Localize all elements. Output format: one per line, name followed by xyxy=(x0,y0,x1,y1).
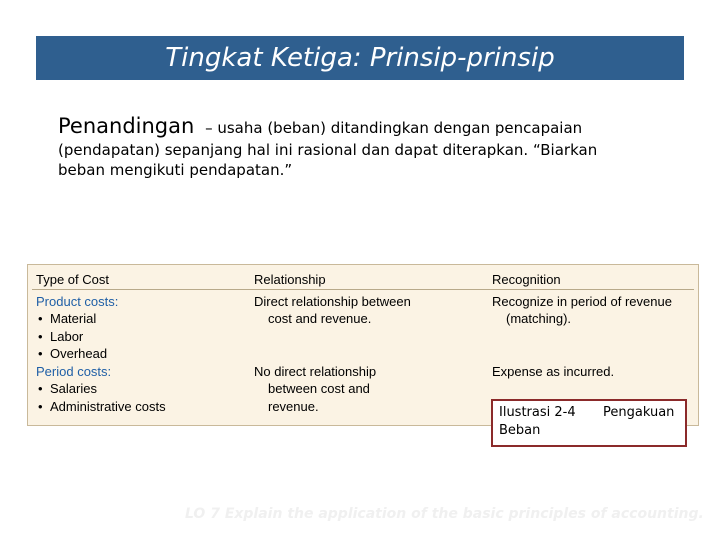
learning-objective-footer: LO 7 Explain the application of the basic principles of accounting. xyxy=(185,506,704,522)
product-recognition-line: (matching). xyxy=(506,311,572,326)
list-item: • Administrative costs xyxy=(36,398,246,416)
list-item: • Overhead xyxy=(36,345,246,363)
period-costs-label: Period costs: xyxy=(36,363,112,379)
definition-line-1: – usaha (beban) ditandingkan dengan pencapaian xyxy=(200,119,583,137)
illustration-caption xyxy=(491,399,687,447)
header-relationship: Relationship xyxy=(254,272,326,287)
definition-line-2: (pendapatan) sepanjang hal ini rasional dan dapat diterapkan. “Biarkan xyxy=(58,141,598,159)
product-costs-label: Product costs: xyxy=(36,293,119,309)
period-relationship-line: between cost and xyxy=(268,381,370,396)
column-relationship xyxy=(254,271,484,415)
definition-line-3: beban mengikuti pendapatan.” xyxy=(58,161,293,179)
slide-title: Tingkat Ketiga: Prinsip-prinsip xyxy=(165,43,555,73)
period-recognition-line: Expense as incurred. xyxy=(492,363,615,379)
definition-text xyxy=(58,116,678,180)
column-recognition xyxy=(492,271,692,380)
list-item: • Labor xyxy=(36,328,246,346)
caption-illustration: Ilustrasi 2-4 Beban xyxy=(499,405,576,438)
product-relationship-line: cost and revenue. xyxy=(268,311,372,326)
product-relationship-line: Direct relationship between xyxy=(254,293,411,309)
header-type-of-cost: Type of Cost xyxy=(36,272,109,287)
list-item: • Material xyxy=(36,310,246,328)
list-item: • Salaries xyxy=(36,380,246,398)
caption-recognition: Pengakuan xyxy=(603,405,675,420)
period-relationship-line: No direct relationship xyxy=(254,363,377,379)
header-recognition: Recognition xyxy=(492,272,561,287)
product-recognition-line: Recognize in period of revenue xyxy=(492,293,672,309)
column-type-of-cost xyxy=(36,271,246,415)
title-bar xyxy=(36,36,684,80)
term: Penandingan xyxy=(58,114,195,138)
period-relationship-line: revenue. xyxy=(268,398,319,414)
